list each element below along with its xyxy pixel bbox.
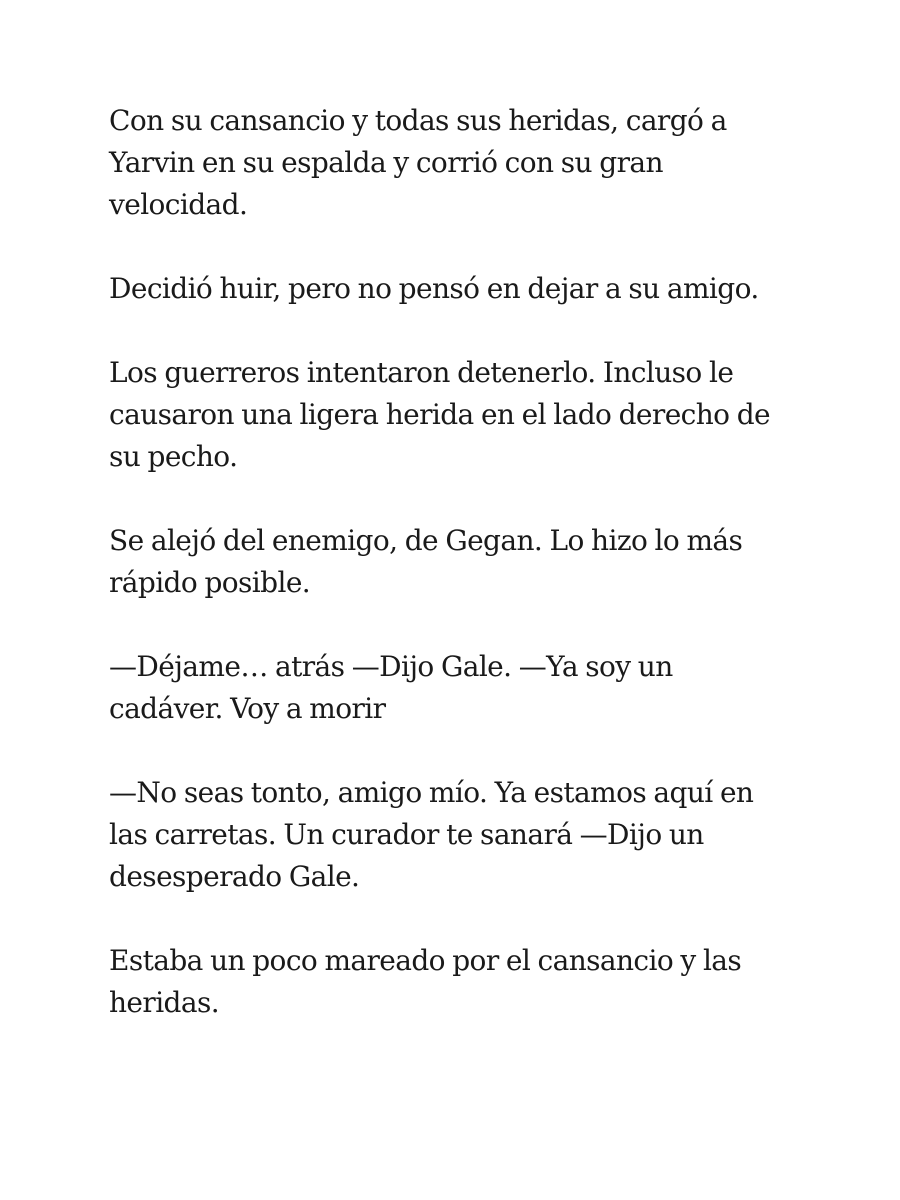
text-line: causaron una ligera herida en el lado derecho de — [109, 398, 771, 431]
text-line: cadáver. Voy a morir — [109, 692, 386, 725]
text-line: Yarvin en su espalda y corrió con su gran — [109, 146, 663, 179]
text-line: Se alejó del enemigo, de Gegan. Lo hizo lo más — [109, 524, 743, 557]
text-line: —No seas tonto, amigo mío. Ya estamos aquí en — [109, 776, 754, 809]
text-line: Decidió huir, pero no pensó en dejar a su amigo. — [109, 272, 759, 305]
text-line: su pecho. — [109, 440, 238, 473]
text-line: rápido posible. — [109, 566, 311, 599]
paragraph-3 — [109, 352, 809, 478]
text-line: las carretas. Un curador te sanará —Dijo un — [109, 818, 704, 851]
paragraph-1 — [109, 100, 809, 226]
paragraph-4 — [109, 520, 809, 604]
paragraph-2 — [109, 268, 809, 310]
story-text — [109, 100, 809, 1024]
text-line: Estaba un poco mareado por el cansancio y las — [109, 944, 742, 977]
paragraph-6 — [109, 772, 809, 898]
text-line: desesperado Gale. — [109, 860, 360, 893]
text-line: Los guerreros intentaron detenerlo. Incluso le — [109, 356, 734, 389]
text-line: velocidad. — [109, 188, 248, 221]
paragraph-7 — [109, 940, 809, 1024]
text-line: —Déjame… atrás —Dijo Gale. —Ya soy un — [109, 650, 673, 683]
paragraph-5 — [109, 646, 809, 730]
text-line: Con su cansancio y todas sus heridas, cargó a — [109, 104, 727, 137]
text-line: heridas. — [109, 986, 220, 1019]
